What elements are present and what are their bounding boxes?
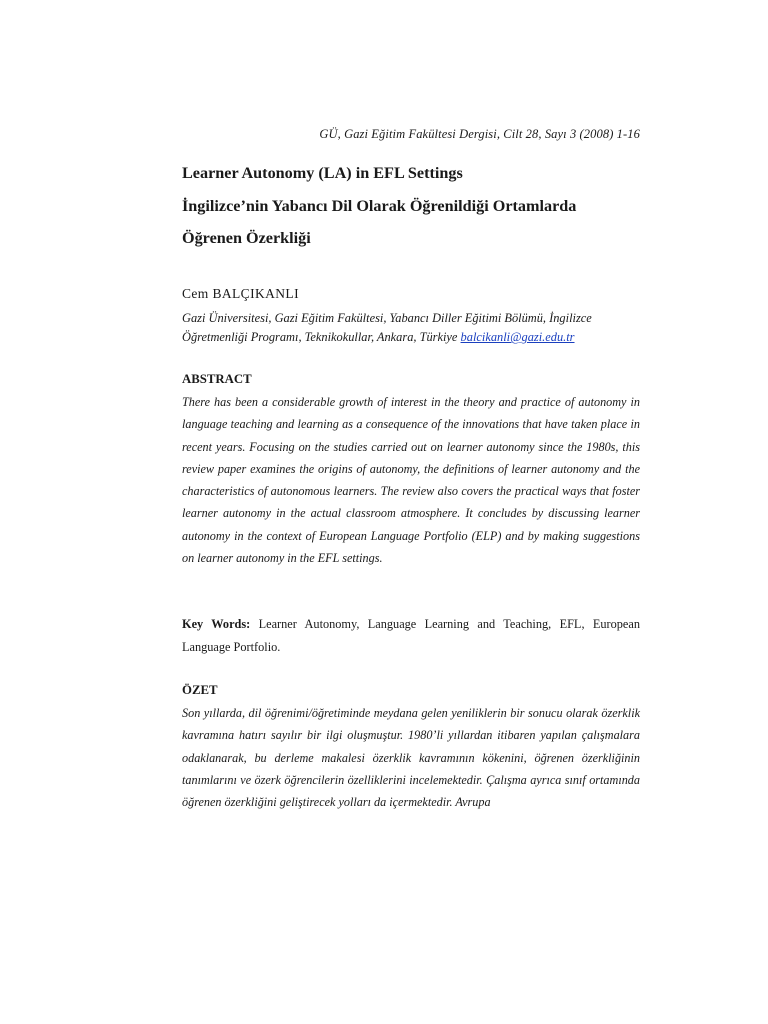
keywords-paragraph [182,613,640,658]
author-name: Cem BALÇIKANLI [182,286,299,301]
abstract-heading: ABSTRACT [182,372,252,386]
keywords-text: Learner Autonomy, Language Learning and Teaching, EFL, European Language Portfolio. [182,617,640,654]
journal-citation: GÜ, Gazi Eğitim Fakültesi Dergisi, Cilt 28, Sayı 3 (2008) 1-16 [319,127,640,141]
abstract-text: There has been a considerable growth of interest in the theory and practice of autonomy in language teaching and learning as a consequence of the innovations that have taken place in recent years. Focusing on the studies carried out on learner autonomy since the 1980s, this review paper examines the origins of autonomy, the definitions of learner autonomy and the characteristics of autonomous learners. The review also covers the practical ways that foster learner autonomy in the actual classroom atmosphere. It concludes by discussing learner autonomy in the context of European Language Portfolio (ELP) and by making suggestions on learner autonomy in the EFL settings. [182,395,640,566]
author-affiliation [182,309,640,347]
keywords-label: Key Words: [182,617,251,631]
ozet-text: Son yıllarda, dil öğrenimi/öğretiminde meydana gelen yeniliklerin bir sonucu olarak özerklik kavramına hatırı sayılır bir ilgi oluşmuştur. 1980’li yıllardan itibaren yapılan çalışmalara odaklanarak, bu derleme makalesi özerklik kavramının kökenini, öğrenen özerkliğinin tanımlarını ve özerk öğrencilerin özelliklerini incelemektedir. Çalışma ayrıca sınıf ortamında öğrenen özerkliğini geliştirecek yolları da içermektedir. Avrupa [182,706,640,810]
article-title-turkish-line-1: İngilizce’nin Yabancı Dil Olarak Öğrenildiği Ortamlarda [182,197,577,215]
affiliation-text: Gazi Üniversitesi, Gazi Eğitim Fakültesi, Yabancı Diller Eğitimi Bölümü, İngilizce Öğretmenliği Programı, Teknikokullar, Ankara, Türkiye [182,311,592,344]
article-title-turkish-line-2: Öğrenen Özerkliği [182,229,311,247]
article-title-english: Learner Autonomy (LA) in EFL Settings [182,164,463,182]
author-email-link[interactable]: balcikanli@gazi.edu.tr [460,330,575,344]
ozet-heading: ÖZET [182,683,218,697]
